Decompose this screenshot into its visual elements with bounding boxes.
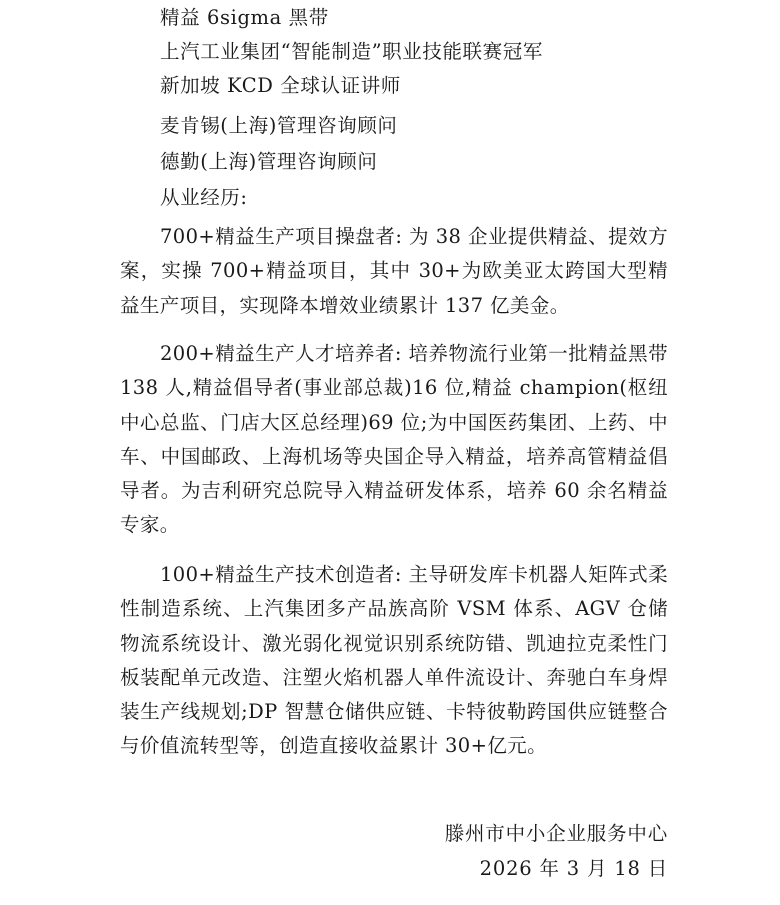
signature-date: 2026 年 3 月 18 日 (479, 857, 668, 880)
experience-paragraph (120, 220, 668, 323)
paragraph-text: 100+精益生产技术创造者: 主导研发库卡机器人矩阵式柔性制造系统、上汽集团多产品族高阶 VSM 体系、AGV 仓储物流系统设计、激光弱化视觉识别系统防错、凯迪拉克柔性门板装配单元改造、注塑火焰机器人单件流设计、奔驰白车身焊装生产线规划;DP 智慧仓储供应链、卡特彼勒跨国供应链整合与价值流转型等，创造直接收益累计 30+亿元。 (120, 563, 668, 758)
credential-line: 精益 6sigma 黑带 (160, 6, 329, 29)
credential-line: 麦肯锡(上海)管理咨询顾问 (160, 114, 398, 137)
paragraph-text: 200+精益生产人才培养者: 培养物流行业第一批精益黑带 138 人,精益倡导者(事业部总裁)16 位,精益 champion(枢纽中心总监、门店大区总经理)69 位;为中国医药集团、上药、中车、中国邮政、上海机场等央国企导入精益，培养高管精益倡导者。为吉利研究总院导入精益研发体系，培养 60 余名精益专家。 (120, 342, 668, 537)
credential-line: 新加坡 KCD 全球认证讲师 (160, 74, 401, 97)
credential-line: 德勤(上海)管理咨询顾问 (160, 150, 378, 173)
paragraph-text: 700+精益生产项目操盘者: 为 38 企业提供精益、提效方案，实操 700+精益项目，其中 30+为欧美亚太跨国大型精益生产项目，实现降本增效业绩累计 137 亿美金。 (120, 225, 668, 317)
experience-paragraph (120, 558, 668, 764)
credential-line: 上汽工业集团“智能制造”职业技能联赛冠军 (160, 40, 543, 63)
experience-paragraph (120, 337, 668, 543)
experience-heading: 从业经历: (160, 186, 248, 209)
signature-organization: 滕州市中小企业服务中心 (444, 822, 668, 845)
